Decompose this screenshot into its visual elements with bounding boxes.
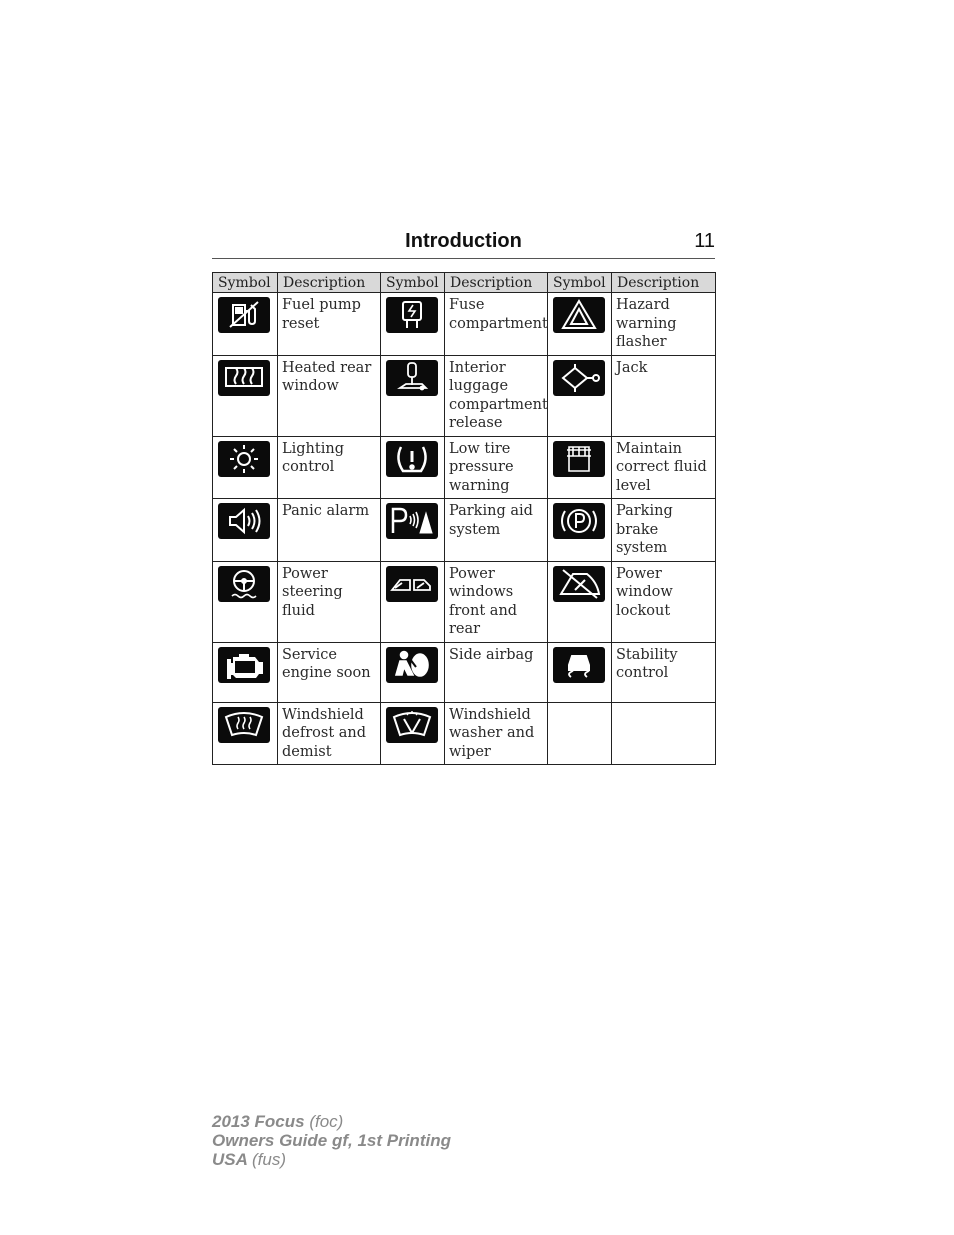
stability-control-icon bbox=[553, 647, 605, 683]
description-cell: Maintain correct fluid level bbox=[612, 436, 716, 499]
table-row bbox=[213, 499, 716, 562]
page-header bbox=[212, 230, 715, 259]
symbol-table bbox=[212, 272, 716, 765]
empty-cell bbox=[612, 702, 716, 765]
table-header-row bbox=[213, 273, 716, 293]
fuel-pump-reset-icon bbox=[218, 297, 270, 333]
power-steering-fluid-icon bbox=[218, 566, 270, 602]
interior-luggage-release-icon bbox=[386, 360, 438, 396]
lighting-control-icon bbox=[218, 441, 270, 477]
parking-aid-icon bbox=[386, 503, 438, 539]
description-cell: Panic alarm bbox=[278, 499, 381, 562]
section-title: Introduction bbox=[405, 230, 522, 252]
column-header: Symbol bbox=[381, 273, 445, 293]
description-cell: Power steering fluid bbox=[278, 561, 381, 642]
description-cell: Windshield washer and wiper bbox=[445, 702, 548, 765]
service-engine-icon bbox=[218, 647, 270, 683]
page-footer bbox=[212, 1112, 451, 1169]
description-cell: Parking brake system bbox=[612, 499, 716, 562]
parking-brake-icon bbox=[553, 503, 605, 539]
fluid-level-icon bbox=[553, 441, 605, 477]
description-cell: Stability control bbox=[612, 642, 716, 702]
table-row bbox=[213, 436, 716, 499]
description-cell: Power windows front and rear bbox=[445, 561, 548, 642]
column-header: Symbol bbox=[213, 273, 278, 293]
power-windows-icon bbox=[386, 566, 438, 602]
low-tire-pressure-icon bbox=[386, 441, 438, 477]
column-header: Symbol bbox=[548, 273, 612, 293]
table-row bbox=[213, 293, 716, 356]
description-cell: Fuse compartment bbox=[445, 293, 548, 356]
page-number: 11 bbox=[694, 230, 715, 252]
description-cell: Lighting control bbox=[278, 436, 381, 499]
windshield-defrost-icon bbox=[218, 707, 270, 743]
footer-model-code: (foc) bbox=[309, 1112, 344, 1131]
footer-region: USA bbox=[212, 1150, 248, 1169]
description-cell: Interior luggage compartment release bbox=[445, 355, 548, 436]
description-cell: Parking aid system bbox=[445, 499, 548, 562]
description-cell: Low tire pressure warning bbox=[445, 436, 548, 499]
footer-model: 2013 Focus bbox=[212, 1112, 305, 1131]
jack-icon bbox=[553, 360, 605, 396]
side-airbag-icon bbox=[386, 647, 438, 683]
column-header: Description bbox=[445, 273, 548, 293]
windshield-washer-icon bbox=[386, 707, 438, 743]
heated-rear-window-icon bbox=[218, 360, 270, 396]
description-cell: Windshield defrost and demist bbox=[278, 702, 381, 765]
column-header: Description bbox=[278, 273, 381, 293]
footer-region-code: (fus) bbox=[252, 1150, 286, 1169]
table-row bbox=[213, 355, 716, 436]
power-window-lockout-icon bbox=[553, 566, 605, 602]
table-row bbox=[213, 561, 716, 642]
description-cell: Service engine soon bbox=[278, 642, 381, 702]
hazard-warning-icon bbox=[553, 297, 605, 333]
column-header: Description bbox=[612, 273, 716, 293]
description-cell: Fuel pump reset bbox=[278, 293, 381, 356]
footer-guide: Owners Guide gf, 1st Printing bbox=[212, 1131, 451, 1150]
description-cell: Side airbag bbox=[445, 642, 548, 702]
panic-alarm-icon bbox=[218, 503, 270, 539]
description-cell: Hazard warning flasher bbox=[612, 293, 716, 356]
table-row bbox=[213, 642, 716, 702]
table-row bbox=[213, 702, 716, 765]
description-cell: Heated rear window bbox=[278, 355, 381, 436]
empty-cell bbox=[548, 702, 612, 765]
fuse-compartment-icon bbox=[386, 297, 438, 333]
description-cell: Power window lockout bbox=[612, 561, 716, 642]
description-cell: Jack bbox=[612, 355, 716, 436]
